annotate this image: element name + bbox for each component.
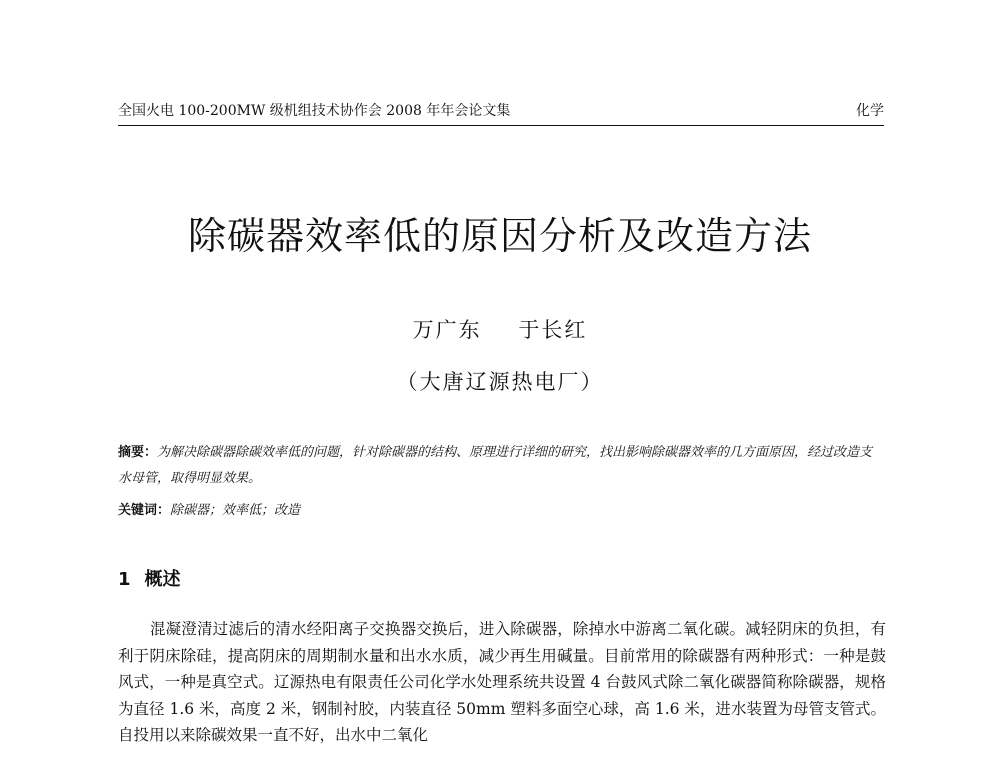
author-name: 于长红: [518, 318, 588, 342]
keywords-text: 除碳器；效率低；改造: [170, 503, 301, 518]
header-subject: 化学: [856, 103, 884, 119]
body-paragraph: 混凝澄清过滤后的清水经阳离子交换器交换后，进入除碳器，除掉水中游离二氧化碳。减轻阴床的负担，有利于阴床除硅，提高阴床的周期制水量和出水水质，减少再生用碱量。目前常用的除碳器有两种形式：一种是鼓风式，一种是真空式。辽源热电有限责任公司化学水处理系统共设置 4 台鼓风式除二氧化碳器简称除碳器，规格为直径 1.6 米，高度 2 米，钢制衬胶，内装直径 50mm 塑料多面空心球，高 1.6 米，进水装置为母管支管式。自投用以来除碳效果一直不好，出水中二氧化: [118, 620, 886, 744]
abstract: [118, 440, 884, 492]
header-proceedings-title: 全国火电 100-200MW 级机组技术协作会 2008 年年会论文集: [118, 103, 511, 119]
section-number: 1: [118, 569, 131, 590]
running-header: [118, 102, 884, 126]
section-heading: [118, 568, 181, 592]
abstract-label: 摘要：: [118, 445, 158, 460]
author-name: 万广东: [412, 318, 482, 342]
keywords-label: 关键词：: [118, 503, 171, 518]
abstract-text: 为解决除碳器除碳效率低的问题，针对除碳器的结构、原理进行详细的研究，找出影响除碳器效率的几方面原因，经过改造支水母管，取得明显效果。: [118, 445, 873, 486]
author-affiliation: （大唐辽源热电厂）: [396, 370, 604, 394]
paper-title: 除碳器效率低的原因分析及改造方法: [187, 214, 812, 258]
author-list: [0, 316, 1000, 344]
keywords: [118, 500, 884, 522]
section-title: 概述: [144, 569, 181, 590]
